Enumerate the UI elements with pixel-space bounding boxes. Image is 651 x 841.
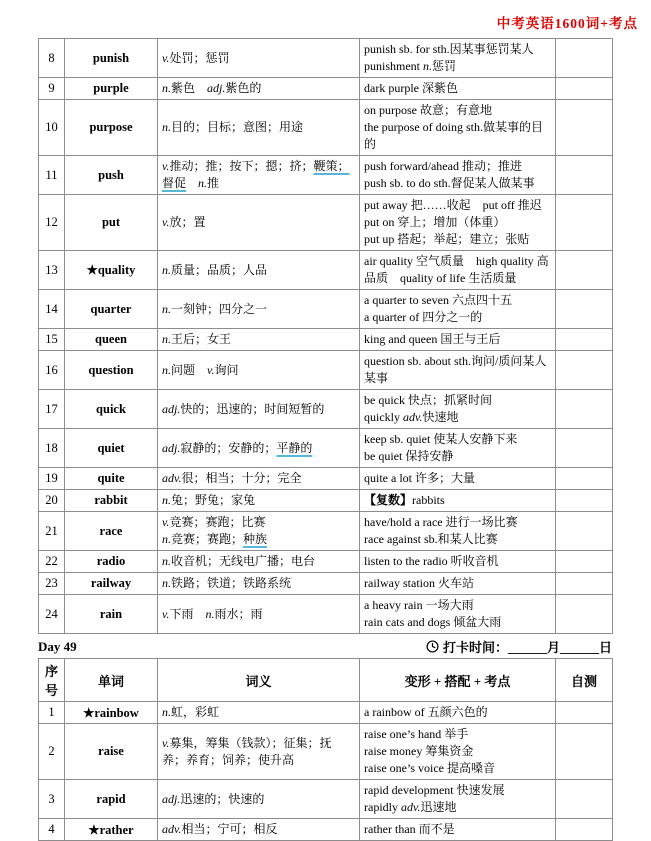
text-line: n.收音机；无线电广播；电台 — [162, 554, 316, 568]
text-line: quickly adv.快速地 — [364, 410, 459, 424]
day-label: Day 49 — [38, 638, 77, 654]
vocab-row — [39, 595, 613, 634]
word-cell: rabbit — [65, 490, 158, 512]
text-line: n.一刻钟；四分之一 — [162, 301, 268, 316]
row-number-cell: 8 — [39, 39, 65, 78]
word-cell: purple — [65, 78, 158, 100]
text-line: n.虹，彩虹 — [162, 705, 220, 719]
text-line: v.募集，筹集（钱款）；征集；抚养；养育；饲养；使升高 — [162, 735, 332, 767]
vocab-row — [39, 100, 613, 156]
text-line: quite a lot 许多；大量 — [364, 471, 475, 485]
vocab-row — [39, 780, 613, 819]
text-line: air quality 空气质量 high quality 高品质 quality of life 生活质量 — [364, 254, 549, 285]
selftest-cell — [556, 390, 613, 429]
notes-cell — [360, 251, 556, 290]
notes-cell — [360, 702, 556, 724]
text-line: a rainbow of 五颜六色的 — [364, 705, 488, 719]
word-cell: queen — [65, 329, 158, 351]
vocab-row — [39, 468, 613, 490]
header-row — [39, 659, 613, 702]
meaning-cell — [158, 724, 360, 780]
checkin-label: 打卡时间：______月______日 — [442, 640, 612, 655]
notes-cell — [360, 195, 556, 251]
text-line: v.放；置 — [162, 215, 206, 229]
meaning-cell — [158, 290, 360, 329]
column-header: 单词 — [65, 659, 158, 702]
row-number-cell: 4 — [39, 819, 65, 841]
text-line: v.推动；推；按下；摁；挤；鞭策；督促 n.推 — [162, 159, 350, 190]
vocab-row — [39, 551, 613, 573]
vocab-row — [39, 573, 613, 595]
row-number-cell: 11 — [39, 156, 65, 195]
text-line: adj.迅速的；快速的 — [162, 791, 265, 806]
vocab-row — [39, 251, 613, 290]
meaning-cell — [158, 251, 360, 290]
notes-cell — [360, 156, 556, 195]
vocab-row — [39, 290, 613, 329]
text-line: adj.寂静的；安静的；平静的 — [162, 440, 313, 455]
text-line: punishment n.惩罚 — [364, 59, 457, 73]
text-line: be quick 快点；抓紧时间 — [364, 393, 492, 407]
text-line: listen to the radio 听收音机 — [364, 554, 499, 568]
selftest-cell — [556, 195, 613, 251]
text-line: adv.相当；宁可；相反 — [162, 822, 278, 836]
meaning-cell — [158, 390, 360, 429]
meaning-cell — [158, 78, 360, 100]
day-divider — [38, 634, 612, 658]
meaning-cell — [158, 819, 360, 841]
word-cell: question — [65, 351, 158, 390]
vocab-table-day49 — [38, 658, 613, 841]
text-line: n.竞赛；赛跑；种族 — [162, 532, 268, 546]
text-line: adv.很；相当；十分；完全 — [162, 471, 302, 485]
text-line: have/hold a race 进行一场比赛 — [364, 515, 518, 529]
selftest-cell — [556, 595, 613, 634]
word-cell: railway — [65, 573, 158, 595]
word-cell: quick — [65, 390, 158, 429]
selftest-cell — [556, 468, 613, 490]
selftest-cell — [556, 156, 613, 195]
vocab-row — [39, 156, 613, 195]
vocab-row — [39, 78, 613, 100]
selftest-cell — [556, 290, 613, 329]
word-cell: raise — [65, 724, 158, 780]
word-cell: put — [65, 195, 158, 251]
vocab-row — [39, 702, 613, 724]
word-cell: ★rainbow — [65, 702, 158, 724]
notes-cell — [360, 100, 556, 156]
text-line: keep sb. quiet 使某人安静下来 — [364, 432, 518, 446]
text-line: n.铁路；铁道；铁路系统 — [162, 576, 292, 590]
word-cell: ★rather — [65, 819, 158, 841]
column-header: 自测 — [556, 659, 613, 702]
vocab-table-day48 — [38, 38, 613, 634]
text-line: rapidly adv.迅速地 — [364, 800, 457, 814]
row-number-cell: 10 — [39, 100, 65, 156]
selftest-cell — [556, 819, 613, 841]
text-line: v.下雨 n.雨水；雨 — [162, 606, 263, 621]
meaning-cell — [158, 780, 360, 819]
row-number-cell: 1 — [39, 702, 65, 724]
word-cell: ★quality — [65, 251, 158, 290]
selftest-cell — [556, 573, 613, 595]
vocab-row — [39, 39, 613, 78]
text-line: king and queen 国王与王后 — [364, 332, 501, 346]
notes-cell — [360, 490, 556, 512]
word-cell: punish — [65, 39, 158, 78]
word-cell: push — [65, 156, 158, 195]
notes-cell — [360, 724, 556, 780]
vocab-row — [39, 490, 613, 512]
selftest-cell — [556, 551, 613, 573]
vocab-row — [39, 195, 613, 251]
text-line: adj.快的；迅速的；时间短暂的 — [162, 401, 325, 416]
notes-cell — [360, 595, 556, 634]
text-line: put on 穿上；增加（体重） — [364, 215, 506, 229]
word-cell: purpose — [65, 100, 158, 156]
selftest-cell — [556, 780, 613, 819]
word-cell: radio — [65, 551, 158, 573]
text-line: on purpose 故意；有意地 — [364, 103, 492, 117]
row-number-cell: 19 — [39, 468, 65, 490]
text-line: race against sb.和某人比赛 — [364, 532, 498, 546]
page-title: 中考英语1600词+考点 — [496, 16, 638, 31]
text-line: railway station 火车站 — [364, 576, 474, 590]
row-number-cell: 18 — [39, 429, 65, 468]
vocab-table-day49-body — [39, 702, 613, 841]
vocab-row — [39, 351, 613, 390]
meaning-cell — [158, 195, 360, 251]
row-number-cell: 13 — [39, 251, 65, 290]
text-line: n.紫色 adj.紫色的 — [162, 81, 262, 95]
selftest-cell — [556, 39, 613, 78]
text-line: push forward/ahead 推动；推进 — [364, 159, 522, 173]
text-line: the purpose of doing sth.做某事的目的 — [364, 120, 543, 151]
row-number-cell: 21 — [39, 512, 65, 551]
meaning-cell — [158, 573, 360, 595]
word-cell: quiet — [65, 429, 158, 468]
text-line: n.王后；女王 — [162, 332, 232, 346]
notes-cell — [360, 39, 556, 78]
meaning-cell — [158, 468, 360, 490]
selftest-cell — [556, 78, 613, 100]
row-number-cell: 3 — [39, 780, 65, 819]
notes-cell — [360, 78, 556, 100]
text-line: push sb. to do sth.督促某人做某事 — [364, 176, 535, 190]
row-number-cell: 17 — [39, 390, 65, 429]
row-number-cell: 24 — [39, 595, 65, 634]
text-line: 【复数】rabbits — [364, 493, 445, 507]
vocab-row — [39, 329, 613, 351]
word-cell: rapid — [65, 780, 158, 819]
row-number-cell: 16 — [39, 351, 65, 390]
meaning-cell — [158, 100, 360, 156]
text-line: n.质量；品质；人品 — [162, 262, 268, 277]
notes-cell — [360, 573, 556, 595]
word-cell: quarter — [65, 290, 158, 329]
selftest-cell — [556, 724, 613, 780]
vocab-row — [39, 512, 613, 551]
meaning-cell — [158, 512, 360, 551]
notes-cell — [360, 551, 556, 573]
row-number-cell: 23 — [39, 573, 65, 595]
selftest-cell — [556, 490, 613, 512]
notes-cell — [360, 290, 556, 329]
notes-cell — [360, 351, 556, 390]
text-line: rather than 而不是 — [364, 822, 455, 836]
text-line: n.兔；野兔；家兔 — [162, 493, 256, 507]
text-line: question sb. about sth.询问/质问某人某事 — [364, 354, 547, 385]
notes-cell — [360, 512, 556, 551]
notes-cell — [360, 468, 556, 490]
row-number-cell: 9 — [39, 78, 65, 100]
vocab-table-day48-body — [39, 39, 613, 634]
text-line: n.目的；目标；意图；用途 — [162, 120, 304, 134]
selftest-cell — [556, 429, 613, 468]
meaning-cell — [158, 156, 360, 195]
text-line: be quiet 保持安静 — [364, 449, 454, 463]
column-header: 词义 — [158, 659, 360, 702]
meaning-cell — [158, 429, 360, 468]
row-number-cell: 15 — [39, 329, 65, 351]
text-line: raise money 筹集资金 — [364, 744, 474, 758]
word-cell: rain — [65, 595, 158, 634]
meaning-cell — [158, 551, 360, 573]
clock-icon — [426, 640, 439, 653]
notes-cell — [360, 390, 556, 429]
text-line: a heavy rain 一场大雨 — [364, 598, 474, 612]
meaning-cell — [158, 329, 360, 351]
meaning-cell — [158, 39, 360, 78]
notes-cell — [360, 819, 556, 841]
text-line: v.处罚；惩罚 — [162, 50, 230, 65]
meaning-cell — [158, 351, 360, 390]
text-line: a quarter to seven 六点四十五 — [364, 293, 512, 307]
vocab-row — [39, 724, 613, 780]
text-line: raise one’s hand 举手 — [364, 727, 469, 741]
text-line: v.竞赛；赛跑；比赛 — [162, 515, 266, 529]
vocab-row — [39, 390, 613, 429]
selftest-cell — [556, 512, 613, 551]
word-cell: quite — [65, 468, 158, 490]
text-line: punish sb. for sth.因某事惩罚某人 — [364, 42, 534, 56]
text-line: a quarter of 四分之一的 — [364, 310, 483, 324]
word-cell: race — [65, 512, 158, 551]
vocab-row — [39, 819, 613, 841]
meaning-cell — [158, 595, 360, 634]
text-line: rain cats and dogs 倾盆大雨 — [364, 615, 502, 629]
vocab-row — [39, 429, 613, 468]
text-line: put away 把……收起 put off 推迟 — [364, 198, 542, 212]
row-number-cell: 2 — [39, 724, 65, 780]
text-line: dark purple 深紫色 — [364, 81, 458, 95]
meaning-cell — [158, 702, 360, 724]
selftest-cell — [556, 702, 613, 724]
selftest-cell — [556, 351, 613, 390]
notes-cell — [360, 429, 556, 468]
meaning-cell — [158, 490, 360, 512]
column-header: 序号 — [39, 659, 65, 702]
column-header: 变形 + 搭配 + 考点 — [360, 659, 556, 702]
row-number-cell: 22 — [39, 551, 65, 573]
text-line: put up 搭起；举起；建立；张贴 — [364, 232, 530, 246]
text-line: rapid development 快速发展 — [364, 783, 505, 797]
notes-cell — [360, 329, 556, 351]
row-number-cell: 20 — [39, 490, 65, 512]
text-line: raise one’s voice 提高嗓音 — [364, 761, 495, 775]
row-number-cell: 12 — [39, 195, 65, 251]
selftest-cell — [556, 251, 613, 290]
checkin-area — [426, 637, 612, 656]
selftest-cell — [556, 329, 613, 351]
text-line: n.问题 v.询问 — [162, 362, 239, 377]
selftest-cell — [556, 100, 613, 156]
row-number-cell: 14 — [39, 290, 65, 329]
notes-cell — [360, 780, 556, 819]
